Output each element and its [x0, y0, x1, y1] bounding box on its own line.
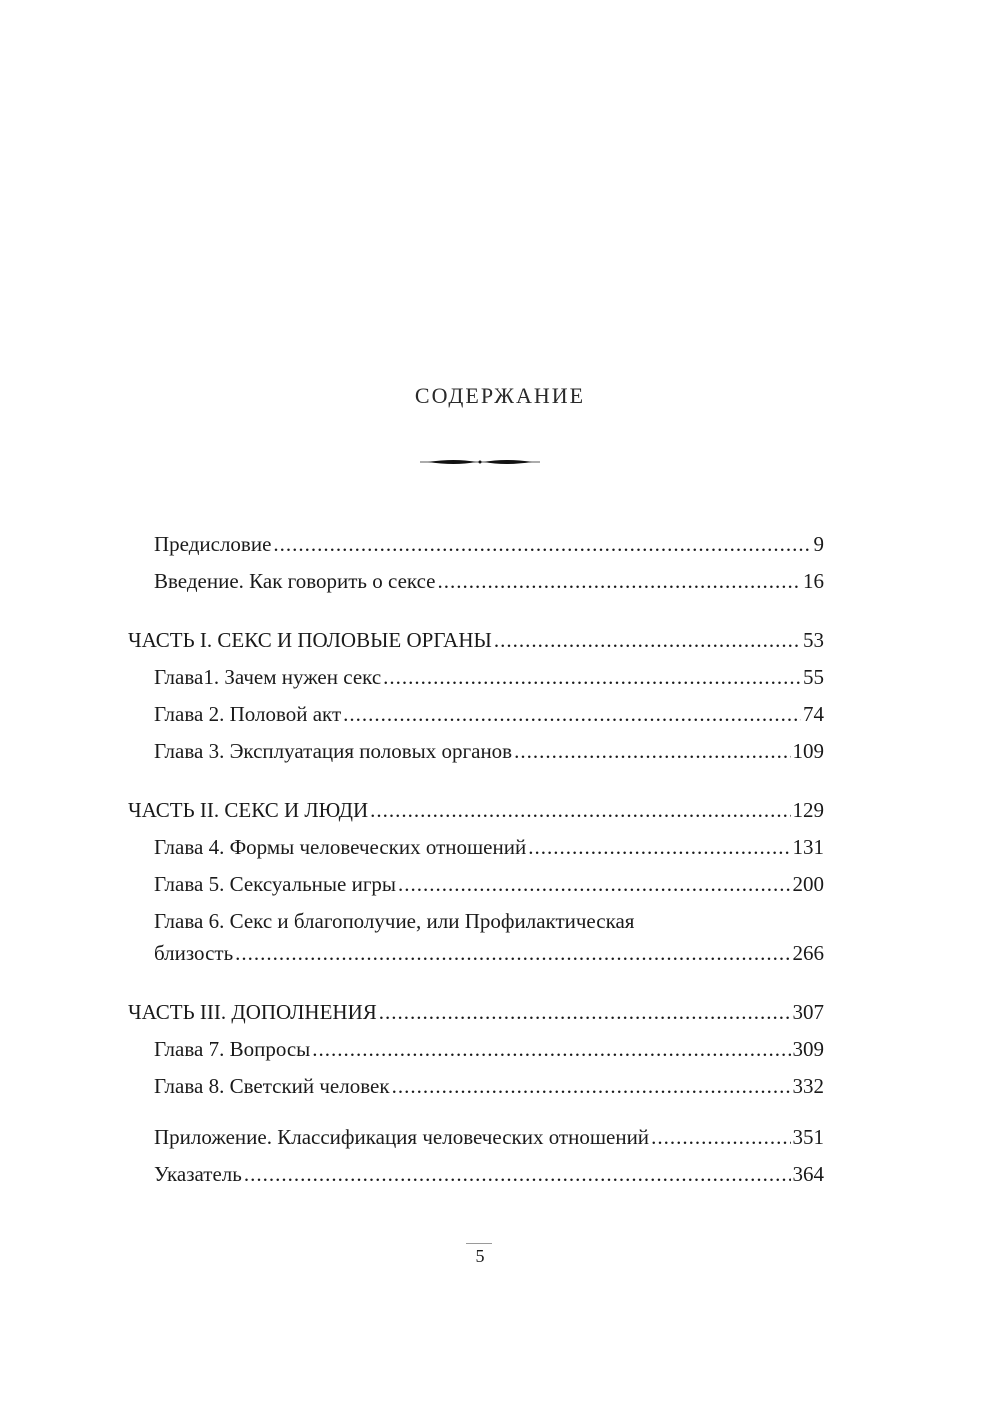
toc-chapter-2[interactable]: Глава 2. Половой акт ..... 74 — [128, 702, 824, 739]
page-title: СОДЕРЖАНИЕ — [414, 382, 586, 408]
toc-chapter-3[interactable]: Глава 3. Эксплуатация половых органов ..... 109 — [128, 739, 824, 776]
toc-chapter-4[interactable]: Глава 4. Формы человеческих отношений ..... 131 — [128, 835, 824, 872]
folio-rule — [466, 1243, 492, 1244]
fleuron-divider-icon — [420, 456, 540, 468]
toc-part-1[interactable]: ЧАСТЬ I. СЕКС И ПОЛОВЫЕ ОРГАНЫ ..... 53 — [128, 628, 824, 665]
toc-chapter-1[interactable]: Глава1. Зачем нужен секс ..... 55 — [128, 665, 824, 702]
page-number: 5 — [475, 1246, 485, 1266]
toc-entry-preface[interactable]: Предисловие ..... 9 — [128, 532, 824, 569]
toc-chapter-7[interactable]: Глава 7. Вопросы ..... 309 — [128, 1037, 824, 1074]
toc-entry-index[interactable]: Указатель ..... 364 — [128, 1162, 824, 1199]
toc-chapter-5[interactable]: Глава 5. Сексуальные игры ..... 200 — [128, 872, 824, 909]
toc-chapter-6-line1[interactable]: Глава 6. Секс и благополучие, или Профилактическая — [154, 909, 635, 933]
toc-part-2[interactable]: ЧАСТЬ II. СЕКС И ЛЮДИ ..... 129 — [128, 798, 824, 835]
table-of-contents — [128, 532, 824, 1199]
toc-entry-appendix[interactable]: Приложение. Классификация человеческих отношений ..... 351 — [128, 1125, 824, 1162]
toc-chapter-8[interactable]: Глава 8. Светский человек ..... 332 — [128, 1074, 824, 1111]
toc-entry-introduction[interactable]: Введение. Как говорить о сексе ..... 16 — [128, 569, 824, 606]
toc-chapter-6[interactable]: близость ..... 266 — [128, 941, 824, 978]
toc-part-3[interactable]: ЧАСТЬ III. ДОПОЛНЕНИЯ ..... 307 — [128, 1000, 824, 1037]
